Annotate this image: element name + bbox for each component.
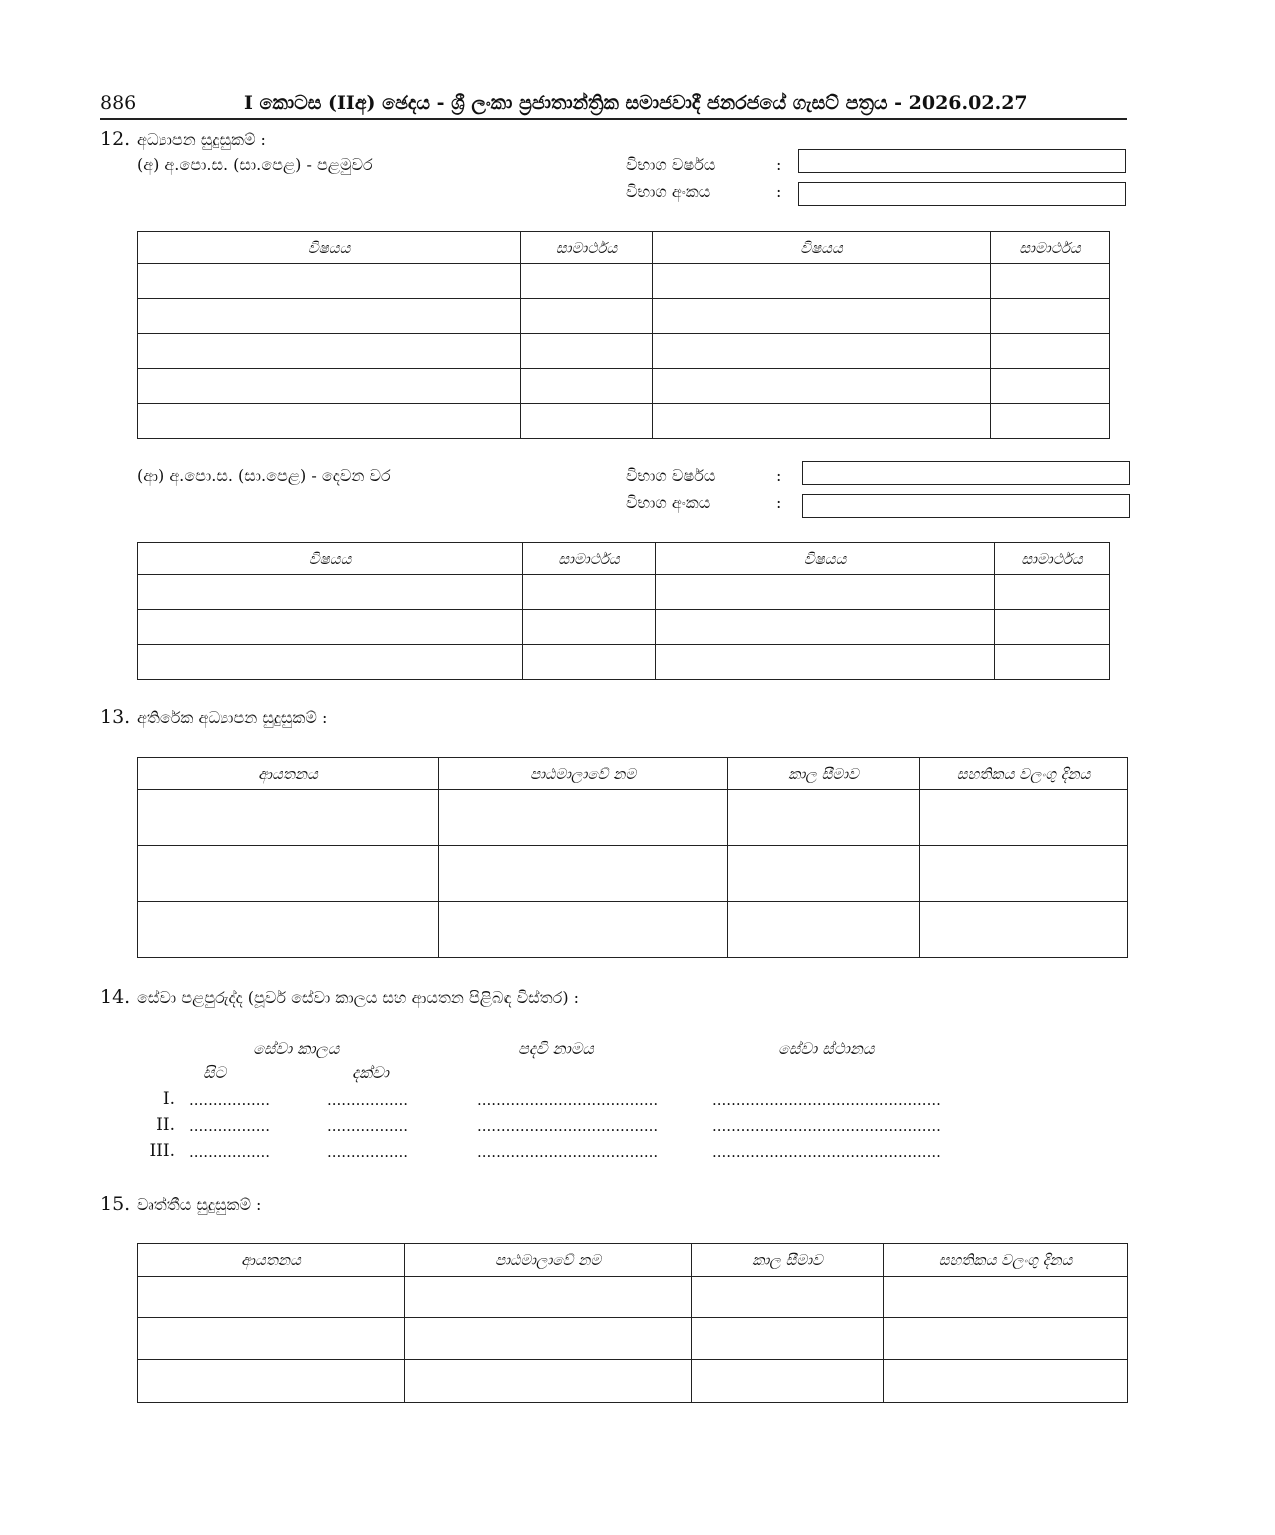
table-cell[interactable] [991, 334, 1110, 369]
table-cell[interactable] [138, 1277, 405, 1318]
row-numeral: III. [149, 1141, 175, 1161]
section-15-number: 15. [100, 1193, 131, 1215]
table-cell[interactable] [138, 902, 439, 958]
place-blank[interactable]: ................................................ [712, 1117, 941, 1135]
header-grade: සාමාර්ථය [521, 232, 653, 264]
table-cell[interactable] [653, 334, 991, 369]
section-14-number: 14. [100, 986, 131, 1008]
table-cell[interactable] [138, 575, 523, 610]
table-cell[interactable] [523, 645, 656, 680]
s12b-year-colon: : [776, 466, 782, 485]
table-cell[interactable] [138, 1360, 405, 1403]
section-13-title: අතිරේක අධ්‍යාපන සුදුසුකම් : [137, 708, 328, 727]
table-cell[interactable] [138, 846, 439, 902]
s12b-year-label: විභාග වර්ෂය [626, 466, 716, 485]
s12a-index-label: විභාග අංකය [626, 182, 711, 201]
table-cell[interactable] [920, 790, 1128, 846]
header-subject: විෂයය [138, 232, 521, 264]
table-cell[interactable] [138, 334, 521, 369]
s13-qualifications-table [137, 757, 1128, 958]
table-cell[interactable] [656, 610, 995, 645]
table-cell[interactable] [920, 846, 1128, 902]
table-cell[interactable] [405, 1277, 692, 1318]
s12a-results-table [137, 231, 1110, 439]
page-number: 886 [100, 92, 137, 114]
table-cell[interactable] [521, 369, 653, 404]
table-cell[interactable] [138, 645, 523, 680]
table-cell[interactable] [653, 404, 991, 439]
table-cell[interactable] [728, 790, 920, 846]
table-cell[interactable] [920, 902, 1128, 958]
table-cell[interactable] [523, 610, 656, 645]
designation-blank[interactable]: ...................................... [477, 1143, 659, 1161]
table-cell[interactable] [405, 1360, 692, 1403]
table-cell[interactable] [138, 610, 523, 645]
section-12-title: අධ්‍යාපන සුදුසුකම් : [137, 130, 266, 149]
table-cell[interactable] [995, 645, 1110, 680]
table-cell[interactable] [884, 1360, 1128, 1403]
s12a-year-label: විභාග වර්ෂය [626, 155, 716, 174]
table-cell[interactable] [523, 575, 656, 610]
header-grade: සාමාර්ථය [995, 543, 1110, 575]
header-certificate-date: සහතිකය වලංගු දිනය [920, 758, 1128, 790]
table-cell[interactable] [995, 610, 1110, 645]
s12b-index-colon: : [776, 493, 782, 512]
table-cell[interactable] [884, 1318, 1128, 1360]
header-rule [100, 118, 1127, 120]
s12a-exam-index-field[interactable] [798, 182, 1126, 206]
table-cell[interactable] [138, 299, 521, 334]
table-cell[interactable] [138, 790, 439, 846]
s12b-exam-index-field[interactable] [802, 494, 1130, 518]
header-grade: සාමාර්ථය [523, 543, 656, 575]
table-cell[interactable] [439, 902, 728, 958]
section-14-title: සේවා පළපුරුද්ද (පූර්ව සේවා කාලය සහ ආයතන පිළිබඳ විස්තර) : [137, 988, 580, 1007]
place-blank[interactable]: ................................................ [712, 1143, 941, 1161]
table-cell[interactable] [656, 575, 995, 610]
s12a-label: (අ) අ.පො.ස. (සා.පෙළ) - පළමුවර [137, 155, 373, 174]
table-cell[interactable] [991, 404, 1110, 439]
table-cell[interactable] [991, 264, 1110, 299]
table-cell[interactable] [138, 1318, 405, 1360]
header-subject: විෂයය [138, 543, 523, 575]
table-cell[interactable] [692, 1277, 884, 1318]
to-blank[interactable]: ................. [327, 1117, 409, 1135]
row-numeral: II. [156, 1115, 175, 1135]
table-cell[interactable] [884, 1277, 1128, 1318]
header-institute: ආයතනය [138, 1244, 405, 1277]
table-cell[interactable] [439, 846, 728, 902]
s12b-exam-year-field[interactable] [802, 461, 1130, 485]
designation-blank[interactable]: ...................................... [477, 1091, 659, 1109]
table-cell[interactable] [692, 1318, 884, 1360]
section-12-number: 12. [100, 128, 131, 150]
col-to: දක්වා [352, 1063, 389, 1082]
header-duration: කාල සීමාව [728, 758, 920, 790]
table-cell[interactable] [653, 369, 991, 404]
from-blank[interactable]: ................. [189, 1091, 271, 1109]
header-certificate-date: සහතිකය වලංගු දිනය [884, 1244, 1128, 1277]
to-blank[interactable]: ................. [327, 1091, 409, 1109]
place-blank[interactable]: ................................................ [712, 1091, 941, 1109]
header-duration: කාල සීමාව [692, 1244, 884, 1277]
table-cell[interactable] [991, 369, 1110, 404]
s15-qualifications-table [137, 1243, 1128, 1403]
col-service-period: සේවා කාලය [253, 1039, 340, 1058]
table-cell[interactable] [692, 1360, 884, 1403]
s12b-index-label: විභාග අංකය [626, 493, 711, 512]
col-service-place: සේවා ස්ථානය [778, 1039, 875, 1058]
table-cell[interactable] [653, 264, 991, 299]
table-cell[interactable] [991, 299, 1110, 334]
s12a-year-colon: : [776, 155, 782, 174]
table-cell[interactable] [439, 790, 728, 846]
s12a-exam-year-field[interactable] [798, 149, 1126, 173]
table-cell[interactable] [656, 645, 995, 680]
designation-blank[interactable]: ...................................... [477, 1117, 659, 1135]
s12a-index-colon: : [776, 182, 782, 201]
col-from: සිට [203, 1063, 227, 1082]
table-cell[interactable] [521, 264, 653, 299]
table-cell[interactable] [405, 1318, 692, 1360]
section-13-number: 13. [100, 706, 131, 728]
table-cell[interactable] [138, 264, 521, 299]
header-course-name: පාඨමාලාවේ නම [439, 758, 728, 790]
header-institute: ආයතනය [138, 758, 439, 790]
to-blank[interactable]: ................. [327, 1143, 409, 1161]
table-cell[interactable] [653, 299, 991, 334]
section-15-title: වෘත්තීය සුදුසුකම් : [137, 1195, 262, 1214]
s12b-results-table [137, 542, 1110, 680]
table-cell[interactable] [728, 902, 920, 958]
table-cell[interactable] [521, 404, 653, 439]
header-course-name: පාඨමාලාවේ නම [405, 1244, 692, 1277]
running-title: I කොටස (IIඅ) ඡෙදය - ශ්‍රී ලංකා ප්‍රජාතාන්ත්‍රික සමාජවාදී ජනරජයේ ගැසට් පත්‍රය - 2026.02.27 [244, 92, 1028, 114]
header-subject: විෂයය [653, 232, 991, 264]
table-cell[interactable] [521, 299, 653, 334]
col-designation: පදවි නාමය [518, 1039, 594, 1058]
from-blank[interactable]: ................. [189, 1117, 271, 1135]
table-cell[interactable] [995, 575, 1110, 610]
header-grade: සාමාර්ථය [991, 232, 1110, 264]
from-blank[interactable]: ................. [189, 1143, 271, 1161]
header-subject: විෂයය [656, 543, 995, 575]
table-cell[interactable] [728, 846, 920, 902]
row-numeral: I. [162, 1089, 175, 1109]
table-cell[interactable] [138, 404, 521, 439]
table-cell[interactable] [521, 334, 653, 369]
table-cell[interactable] [138, 369, 521, 404]
s12b-label: (ආ) අ.පො.ස. (සා.පෙළ) - දෙවන වර [137, 466, 391, 485]
